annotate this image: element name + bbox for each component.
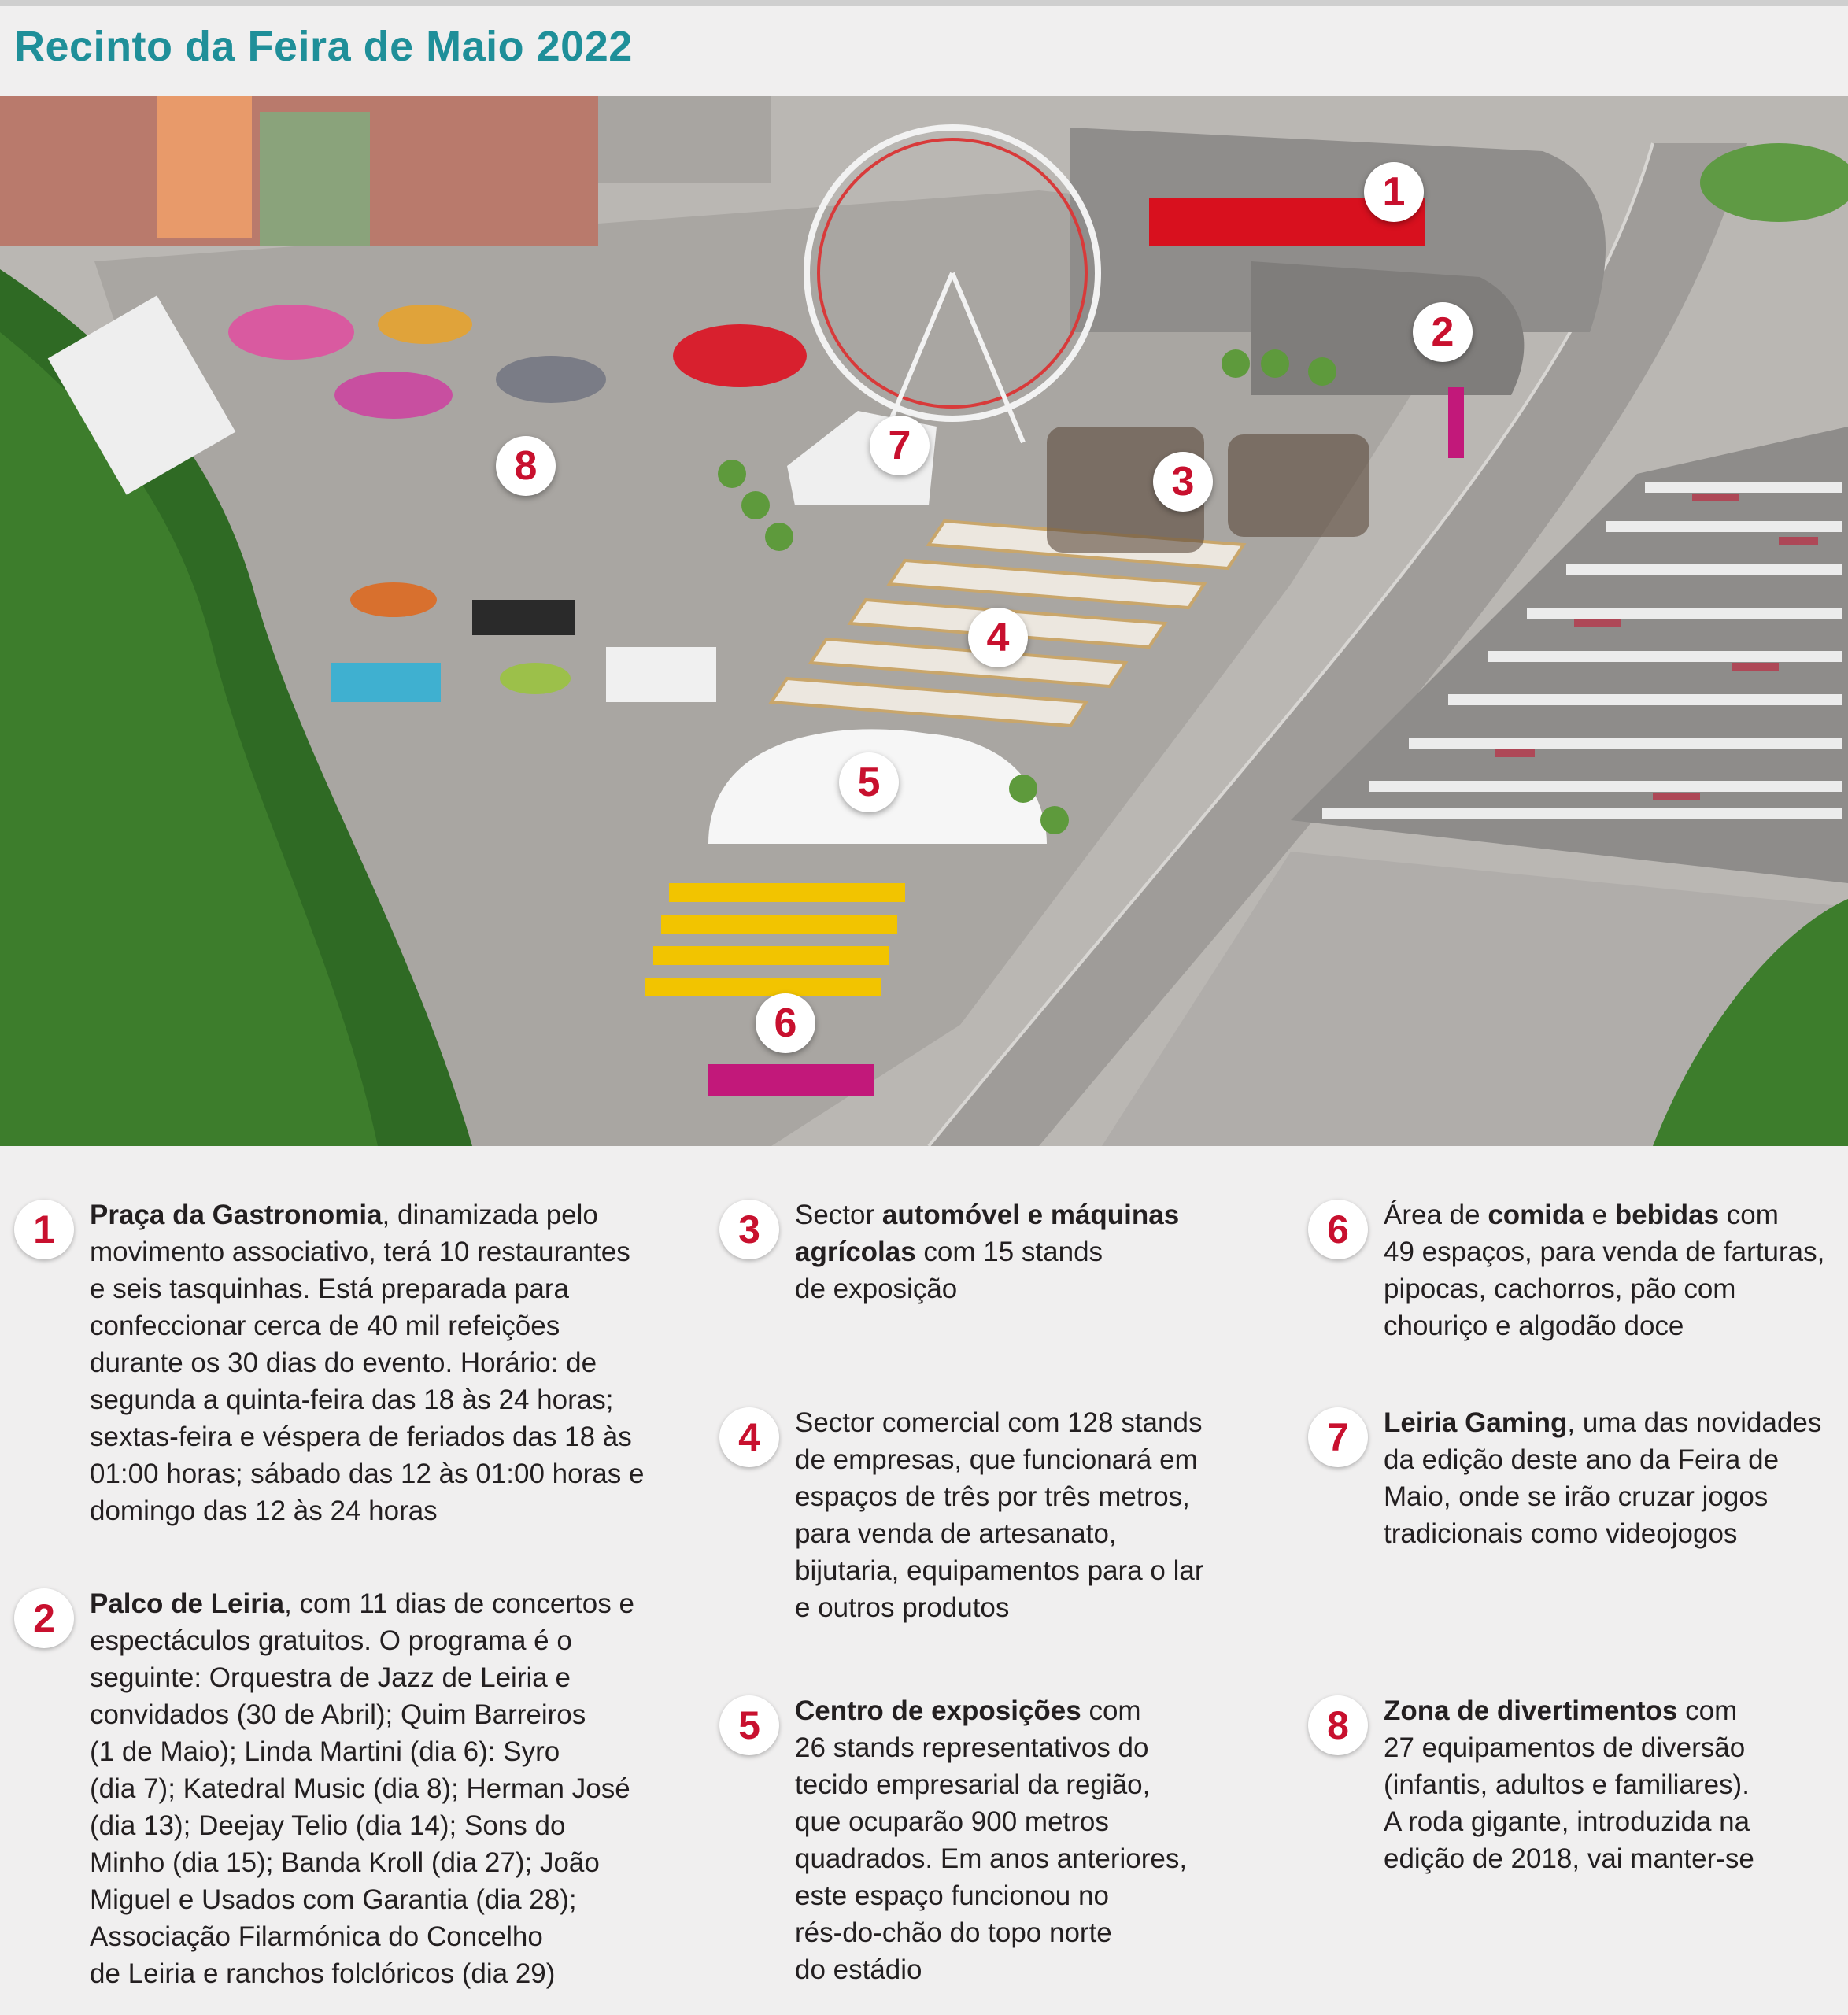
map-marker-6: 6 <box>756 993 815 1053</box>
legend-badge: 1 <box>14 1200 74 1259</box>
page-title: Recinto da Feira de Maio 2022 <box>14 23 633 70</box>
legend-badge: 2 <box>14 1588 74 1648</box>
map-marker-2: 2 <box>1413 302 1473 362</box>
map-marker-7: 7 <box>870 416 930 475</box>
legend-badge: 3 <box>719 1200 779 1259</box>
legend-badge: 6 <box>1308 1200 1368 1259</box>
legend-badge: 4 <box>719 1407 779 1467</box>
legend-badge: 5 <box>719 1695 779 1755</box>
top-rule <box>0 0 1848 6</box>
map-marker-8: 8 <box>496 436 556 496</box>
map-marker-1: 1 <box>1364 162 1424 222</box>
legend-text: Sector comercial com 128 stands de empresas, que funcionará em espaços de três por três metros, para venda de artesanato, bijutaria, equipamentos para o lar e outros produtos <box>795 1407 1204 1623</box>
legend-text: Palco de Leiria, com 11 dias de concertos e espectáculos gratuitos. O programa é o seguinte: Orquestra de Jazz de Leiria e convidados (30 de Abril); Quim Barreiros (1 de Maio); Linda Martini (dia 6): Syro (dia 7); Katedral Music (dia 8); Herman José (dia 13); Deejay Telio (dia 14); Sons do Minho (dia 15); Banda Kroll (dia 27); João Miguel e Usados com Garantia (dia 28); Associação Filarmónica do Concelho de Leiria e ranchos folclóricos (dia 29) <box>90 1588 634 1989</box>
map-illustration <box>0 96 1848 1146</box>
legend-badge: 7 <box>1308 1407 1368 1467</box>
legend-badge: 8 <box>1308 1695 1368 1755</box>
legend-text: Leiria Gaming, uma das novidades da edição deste ano da Feira de Maio, onde se irão cruzar jogos tradicionais como videojogos <box>1384 1407 1822 1549</box>
legend-text: Praça da Gastronomia, dinamizada pelo movimento associativo, terá 10 restaurantes e seis tasquinhas. Está preparada para confeccionar cerca de 40 mil refeições durante os 30 dias do evento. Horário: de segunda a quinta-feira das 18 às 24 horas; sextas-feira e véspera de feriados das 18 às 01:00 horas; sábado das 12 às 01:00 horas e domingo das 12 às 24 horas <box>90 1200 645 1526</box>
legend-text: Área de comida e bebidas com 49 espaços, para venda de farturas, pipocas, cachorros, pão com chouriço e algodão doce <box>1384 1200 1825 1341</box>
legend-text: Zona de divertimentos com 27 equipamentos de diversão (infantis, adultos e familiares). A roda gigante, introduzida na edição de 2018, vai manter-se <box>1384 1695 1754 1874</box>
map-marker-5: 5 <box>839 752 899 812</box>
fairground-map <box>0 96 1848 1146</box>
legend-text: Sector automóvel e máquinas agrícolas com 15 stands de exposição <box>795 1200 1180 1304</box>
map-marker-3: 3 <box>1153 452 1213 512</box>
map-marker-4: 4 <box>968 608 1028 667</box>
legend-text: Centro de exposições com 26 stands representativos do tecido empresarial da região, que ocuparão 900 metros quadrados. Em anos anteriores, este espaço funcionou no rés-do-chão do topo norte do estádio <box>795 1695 1188 1985</box>
legend <box>0 1196 1848 2015</box>
